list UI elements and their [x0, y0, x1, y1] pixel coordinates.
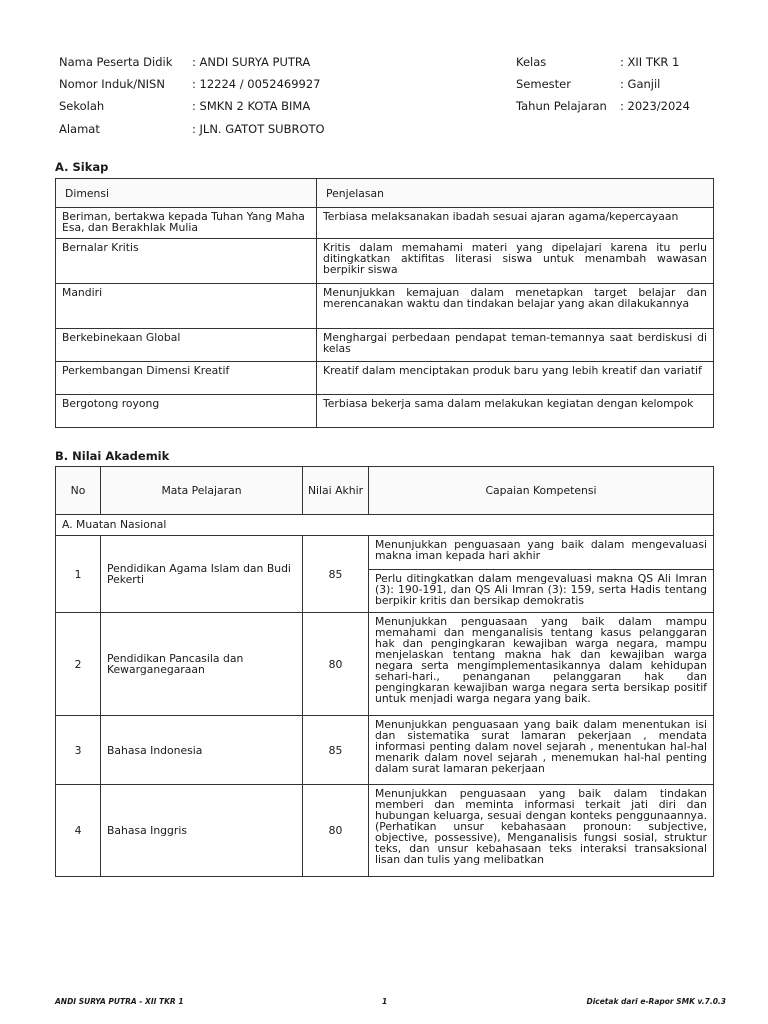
nilai-cell: 85: [303, 716, 369, 785]
nisn-label: Nomor Induk/NISN: [59, 77, 165, 91]
capaian-cell: Menunjukkan penguasaan yang baik dalam menentukan isi dan sistematika surat lamaran pekerjaan , mendata informasi penting dalam novel sejarah , menentukan hal-hal menarik dalam novel sejarah , menemukan hal-hal penting dalam surat lamaran pekerjaan: [369, 716, 714, 785]
year-label: Tahun Pelajaran: [516, 99, 607, 113]
mapel-cell: Bahasa Inggris: [101, 785, 303, 877]
sikap-section-title: A. Sikap: [55, 160, 109, 174]
footer-student: ANDI SURYA PUTRA - XII TKR 1: [55, 997, 184, 1006]
year-value: : 2023/2024: [620, 99, 690, 113]
student-info-right: [516, 55, 716, 115]
nilai-header-row: [56, 467, 714, 515]
class-value: : XII TKR 1: [620, 55, 680, 69]
table-row: [56, 536, 714, 570]
table-row: [56, 785, 714, 877]
capaian-cell: Menunjukkan penguasaan yang baik dalam mengevaluasi makna iman kepada hari akhir: [369, 536, 714, 570]
dimensi-cell: Beriman, bertakwa kepada Tuhan Yang Maha Esa, dan Berakhlak Mulia: [56, 208, 317, 239]
table-row: [56, 613, 714, 716]
semester-label: Semester: [516, 77, 571, 91]
penjelasan-cell: Kritis dalam memahami materi yang dipelajari karena itu perlu ditingkatkan aktifitas literasi siswa untuk menambah wawasan berpikir siswa: [317, 239, 714, 284]
nisn-value: : 12224 / 0052469927: [192, 77, 321, 91]
mapel-cell: Pendidikan Agama Islam dan Budi Pekerti: [101, 536, 303, 613]
dimensi-cell: Mandiri: [56, 284, 317, 329]
group-row: [56, 515, 714, 536]
nilai-cell: 80: [303, 613, 369, 716]
dimensi-header: Dimensi: [56, 179, 317, 208]
table-row: [56, 239, 714, 284]
dimensi-cell: Bergotong royong: [56, 395, 317, 428]
penjelasan-header: Penjelasan: [317, 179, 714, 208]
name-value: : ANDI SURYA PUTRA: [192, 55, 311, 69]
penjelasan-cell: Kreatif dalam menciptakan produk baru yang lebih kreatif dan variatif: [317, 362, 714, 395]
capaian-cell: Menunjukkan penguasaan yang baik dalam tindakan memberi dan meminta informasi terkait jati diri dan hubungan keluarga, sesuai dengan konteks penggunaannya. (Perhatikan unsur kebahasaan pronoun: subjective, objective, possessive), Menganalisis fungsi sosial, struktur teks, dan unsur kebahasaan teks interaksi transaksional lisan dan tulis yang melibatkan: [369, 785, 714, 877]
no-cell: 1: [56, 536, 101, 613]
penjelasan-cell: Terbiasa melaksanakan ibadah sesuai ajaran agama/kepercayaan: [317, 208, 714, 239]
table-row: [56, 362, 714, 395]
footer-version: Dicetak dari e-Rapor SMK v.7.0.3: [586, 997, 726, 1006]
school-value: : SMKN 2 KOTA BIMA: [192, 99, 311, 113]
dimensi-cell: Perkembangan Dimensi Kreatif: [56, 362, 317, 395]
name-label: Nama Peserta Didik: [59, 55, 173, 69]
mapel-cell: Pendidikan Pancasila dan Kewarganegaraan: [101, 613, 303, 716]
penjelasan-cell: Menghargai perbedaan pendapat teman-temannya saat berdiskusi di kelas: [317, 329, 714, 362]
sikap-header-row: [56, 179, 714, 208]
capaian-header: Capaian Kompetensi: [369, 467, 714, 515]
dimensi-cell: Bernalar Kritis: [56, 239, 317, 284]
capaian-cell: Menunjukkan penguasaan yang baik dalam mampu memahami dan menganalisis tentang kasus pelanggaran hak dan pengingkaran kewajiban warga negara, mampu menjelaskan tentang makna hak dan kewajiban warga negara serta mengimplementasikannya dalam kehidupan sehari-hari., penanganan pelanggaran hak dan pengingkaran kewajiban warga negara serta bersikap positif untuk menjadi warga negara yang baik.: [369, 613, 714, 716]
capaian-cell: Perlu ditingkatkan dalam mengevaluasi makna QS Ali Imran (3): 190-191, dan QS Ali Imran (3): 159, serta Hadis tentang berpikir kritis dan bersikap demokratis: [369, 570, 714, 613]
address-label: Alamat: [59, 122, 100, 136]
table-row: [56, 329, 714, 362]
table-row: [56, 395, 714, 428]
table-row: [56, 208, 714, 239]
nilai-header: Nilai Akhir: [303, 467, 369, 515]
no-cell: 2: [56, 613, 101, 716]
nilai-section-title: B. Nilai Akademik: [55, 449, 170, 463]
nilai-cell: 80: [303, 785, 369, 877]
table-row: [56, 284, 714, 329]
no-cell: 4: [56, 785, 101, 877]
semester-value: : Ganjil: [620, 77, 661, 91]
class-label: Kelas: [516, 55, 547, 69]
penjelasan-cell: Menunjukkan kemajuan dalam menetapkan target belajar dan merencanakan waktu dan tindakan belajar yang akan dilakukannya: [317, 284, 714, 329]
muatan-nasional-label: A. Muatan Nasional: [56, 515, 714, 536]
sikap-table: [55, 178, 714, 428]
penjelasan-cell: Terbiasa bekerja sama dalam melakukan kegiatan dengan kelompok: [317, 395, 714, 428]
mapel-header: Mata Pelajaran: [101, 467, 303, 515]
dimensi-cell: Berkebinekaan Global: [56, 329, 317, 362]
nilai-table: [55, 466, 714, 877]
nilai-cell: 85: [303, 536, 369, 613]
table-row: [56, 716, 714, 785]
no-header: No: [56, 467, 101, 515]
footer-page-number: 1: [382, 997, 388, 1006]
school-label: Sekolah: [59, 99, 105, 113]
no-cell: 3: [56, 716, 101, 785]
mapel-cell: Bahasa Indonesia: [101, 716, 303, 785]
student-info-left: [59, 55, 459, 145]
address-value: : JLN. GATOT SUBROTO: [192, 122, 325, 136]
